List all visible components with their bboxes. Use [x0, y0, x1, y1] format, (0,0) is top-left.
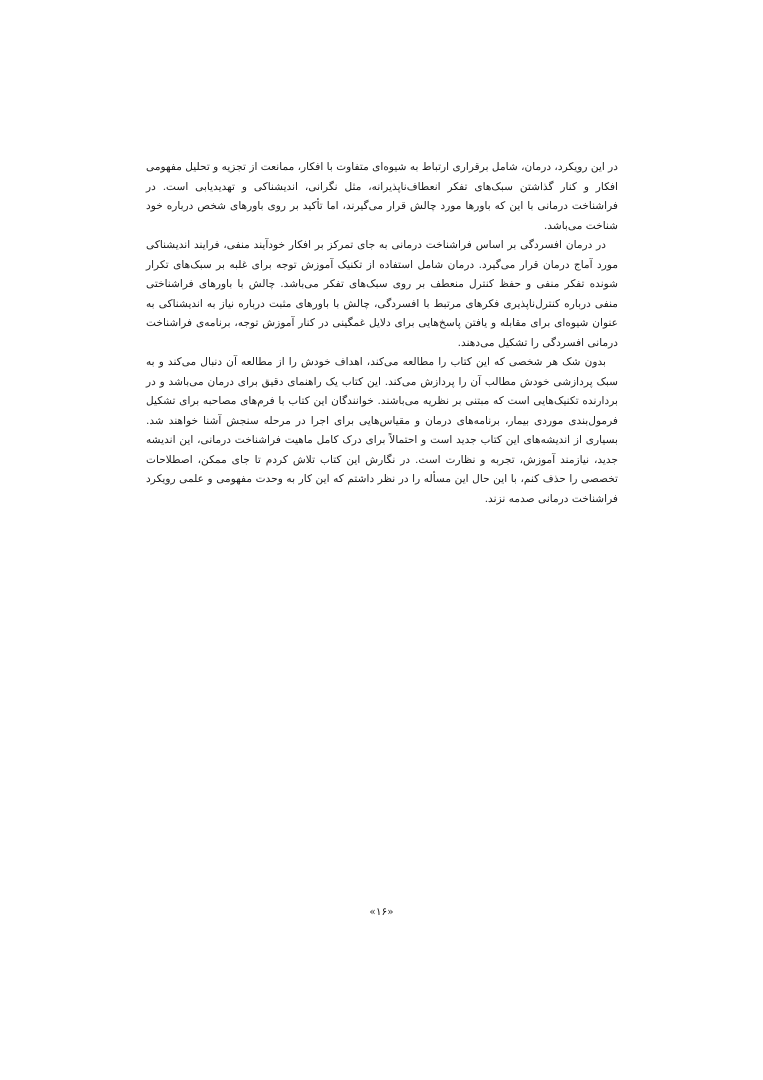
paragraph-3: بدون شک هر شخصی که این کتاب را مطالعه می‌کند، اهداف خودش را از مطالعه آن دنبال می‌کند و به سبک پردازشی خودش مطالب آن را پردازش می‌کند. این کتاب یک راهنمای دقیق برای درمان می‌باشد و در بردارنده تکنیک‌هایی است که مبتنی بر نظریه می‌باشند. خوانندگان این کتاب با فرم‌های مصاحبه برای تشکیل فرمول‌بندی موردی بیمار، برنامه‌های درمان و مقیاس‌هایی برای اجرا در مرحله سنجش آشنا خواهند شد. بسیاری از اندیشه‌های این کتاب جدید است و احتمالاً برای درک کامل ماهیت فراشناخت درمانی، این اندیشه جدید، نیازمند آموزش، تجربه و نظارت است. در نگارش این کتاب تلاش کردم تا جای ممکن، اصطلاحات تخصصی را حذف کنم، با این حال این مسأله را در نظر داشتم که این کار به وحدت مفهومی و علمی رویکرد فراشناخت درمانی صدمه نزند.	[146, 356, 618, 505]
paragraph-1: در این رویکرد، درمان، شامل برقراری ارتباط به شیوه‌ای متفاوت با افکار، ممانعت از تجزیه و تحلیل مفهومی افکار و کنار گذاشتن سبک‌های تفکر انعطاف‌ناپذیرانه، مثل نگرانی، اندیشناکی و تهدیدیابی است. در فراشناخت درمانی با این که باورها مورد چالش قرار می‌گیرند، اما تأکید بر روی باورهای شخص درباره خود شناخت می‌باشد.	[146, 161, 618, 232]
page-number: «۱۶»	[369, 906, 394, 918]
paragraph-2: در درمان افسردگی بر اساس فراشناخت درمانی به جای تمرکز بر افکار خودآیند منفی، فرایند اندیشناکی مورد آماج درمان قرار می‌گیرد. درمان شامل استفاده از تکنیک آموزش توجه برای غلبه بر سبک‌های تکرار شونده تفکر منفی و حفظ کنترل منعطف بر روی سبک‌های تفکر می‌باشد. چالش با باورهای فراشناختی منفی درباره کنترل‌ناپذیری فکرهای مرتبط با افسردگی، چالش با باورهای مثبت درباره نیاز به اندیشناکی به عنوان شیوه‌ای برای مقابله و یافتن پاسخ‌هایی برای دلایل غمگینی در کنار آموزش توجه، برنامه‌ی فراشناخت درمانی افسردگی را تشکیل می‌دهند.	[146, 239, 618, 349]
body-text	[146, 158, 618, 509]
